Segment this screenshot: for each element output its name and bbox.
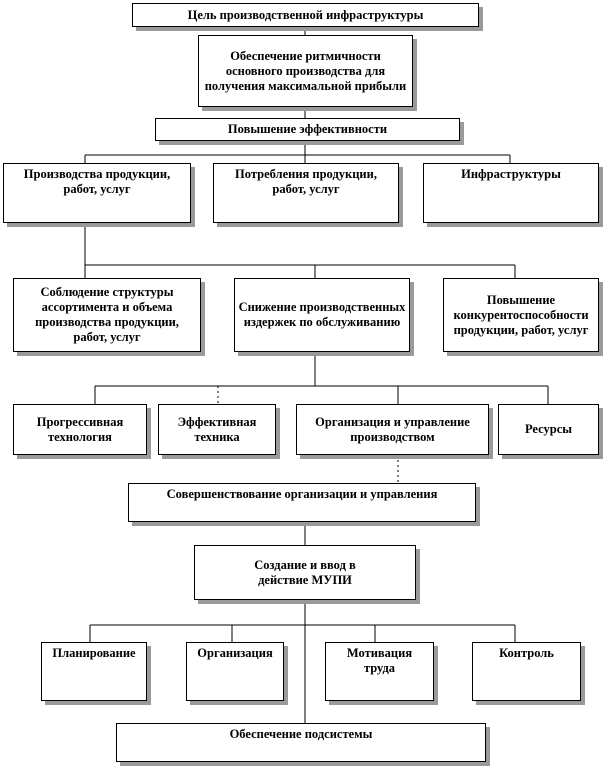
production-text: Производства продукции, работ, услуг (23, 167, 171, 196)
rhythm-box (198, 35, 413, 107)
production-box (3, 163, 191, 223)
control-box (472, 642, 581, 701)
competitiveness-text: Повышение конкурентоспособности продукции, работ, услуг (453, 292, 589, 337)
organization-text: Организация (197, 646, 273, 660)
goal-box (132, 3, 479, 27)
improvement-box (128, 483, 476, 522)
structure-box (13, 278, 201, 352)
costs-box (234, 278, 410, 352)
efficiency-box (155, 118, 460, 141)
subsystem-text: Обеспечение подсистемы (229, 727, 373, 741)
control-text: Контроль (499, 646, 554, 660)
organization-box (186, 642, 284, 701)
motivation-text: Мотивация труда (346, 646, 413, 675)
technology-text: Прогрессивная технология (36, 414, 124, 444)
consumption-text: Потребления продукции, работ, услуг (235, 167, 377, 196)
create-mupi-box (194, 545, 416, 600)
rhythm-text: Обеспечение ритмичности основного производства для получения максимальной прибыли (204, 48, 407, 93)
infrastructure-text: Инфраструктуры (461, 167, 561, 181)
consumption-box (213, 163, 399, 223)
org-management-box (296, 404, 489, 455)
resources-text: Ресурсы (524, 422, 573, 436)
planning-box (41, 642, 147, 701)
infrastructure-box (423, 163, 599, 223)
create-mupi-text: Создание и ввод в действие МУПИ (254, 557, 356, 587)
subsystem-box (116, 723, 486, 762)
org-management-text: Организация и управление производством (315, 414, 470, 444)
equipment-text: Эффективная техника (177, 414, 257, 444)
efficiency-text: Повышение эффективности (227, 122, 388, 136)
goal-text: Цель производственной инфраструктуры (187, 7, 424, 22)
structure-text: Соблюдение структуры ассортимента и объема производства продукции, работ, услуг (35, 285, 179, 344)
resources-box (498, 404, 599, 455)
competitiveness-box (443, 278, 599, 352)
equipment-box (158, 404, 276, 455)
planning-text: Планирование (52, 646, 136, 660)
technology-box (13, 404, 147, 455)
improvement-text: Совершенствование организации и управления (166, 487, 438, 501)
motivation-box (325, 642, 434, 701)
costs-text: Снижение производственных издержек по обслуживанию (238, 300, 406, 329)
